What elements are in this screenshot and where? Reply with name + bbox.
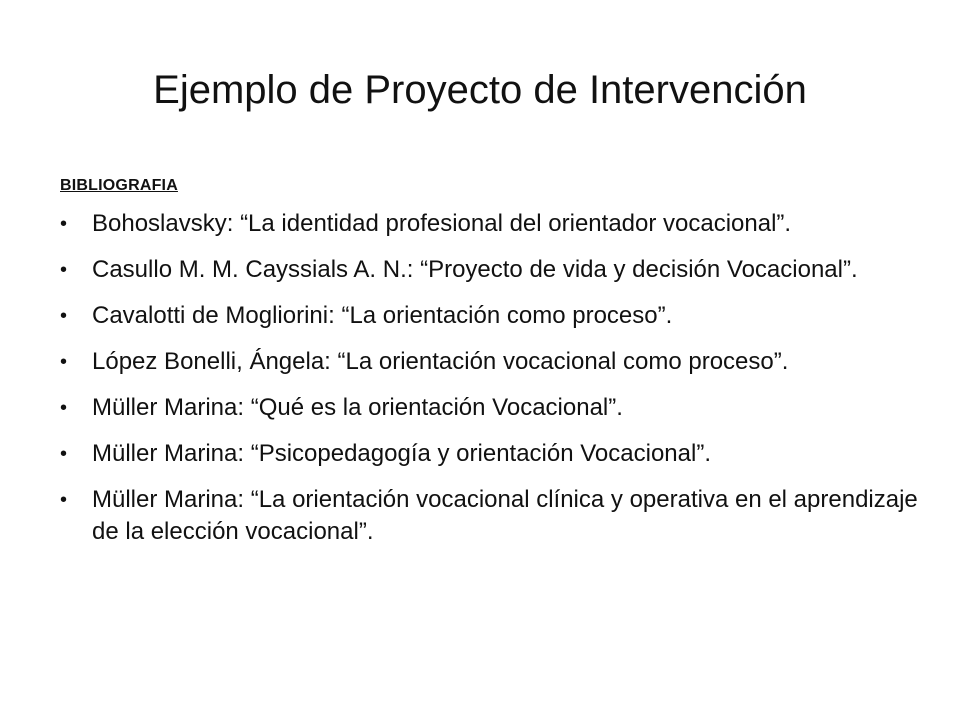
- reference-text: Bohoslavsky: “La identidad profesional del orientador vocacional”.: [92, 210, 792, 237]
- reference-text: Casullo M. M. Cayssials A. N.: “Proyecto de vida y decisión Vocacional”.: [92, 256, 858, 283]
- bullet-icon: •: [60, 443, 68, 465]
- bibliography-item: [60, 208, 920, 240]
- reference-text: Müller Marina: “La orientación vocacional clínica y operativa en el aprendizaje de la elección vocacional”.: [92, 486, 918, 545]
- reference-text: López Bonelli, Ángela: “La orientación vocacional como proceso”.: [92, 348, 789, 375]
- slide-content: [60, 172, 920, 562]
- slide-title: Ejemplo de Proyecto de Intervención: [153, 68, 807, 112]
- bullet-icon: •: [60, 489, 68, 511]
- bullet-icon: •: [60, 351, 68, 373]
- bullet-icon: •: [60, 259, 68, 281]
- bullet-icon: •: [60, 213, 68, 235]
- bibliography-item: [60, 346, 920, 378]
- bullet-icon: •: [60, 305, 68, 327]
- bibliography-item: [60, 392, 920, 424]
- bibliography-item: [60, 484, 920, 548]
- bibliography-item: [60, 254, 920, 286]
- bibliography-item: [60, 438, 920, 470]
- reference-text: Müller Marina: “Psicopedagogía y orientación Vocacional”.: [92, 440, 711, 467]
- bullet-icon: •: [60, 397, 68, 419]
- reference-text: Müller Marina: “Qué es la orientación Vocacional”.: [92, 394, 623, 421]
- reference-text: Cavalotti de Mogliorini: “La orientación como proceso”.: [92, 302, 673, 329]
- bibliography-item: [60, 300, 920, 332]
- bibliography-list: [60, 208, 920, 548]
- section-heading: BIBLIOGRAFIA: [60, 177, 178, 194]
